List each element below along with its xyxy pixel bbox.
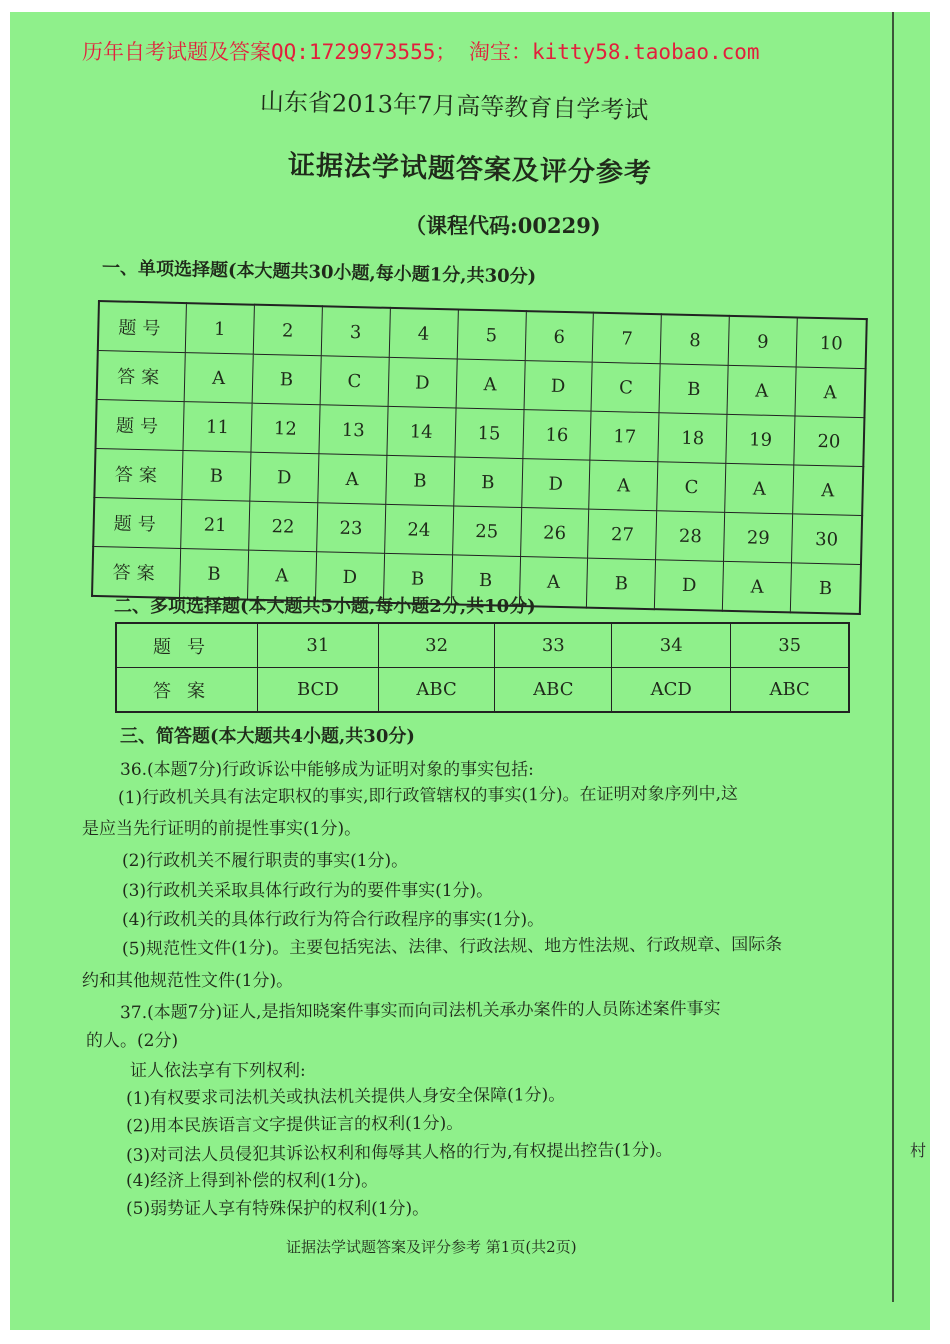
- question-number: 33: [495, 623, 612, 668]
- question-number: 18: [658, 413, 727, 464]
- answer-cell: ACD: [612, 668, 731, 713]
- multiple-choice-answer-table: [115, 622, 850, 713]
- answer-cell: A: [247, 550, 316, 601]
- answer-cell: ABC: [495, 668, 612, 713]
- question-number: 4: [389, 308, 458, 359]
- question-number: 34: [612, 623, 731, 668]
- question-number: 24: [384, 504, 453, 555]
- row-label-answer: 答案: [94, 448, 183, 499]
- answer-cell: A: [184, 353, 253, 404]
- question-number: 27: [588, 509, 657, 560]
- answer-line: (5)规范性文件(1分)。主要包括宪法、法律、行政法规、地方性法规、行政规章、国际条: [121, 934, 783, 960]
- answer-line: (2)用本民族语言文字提供证言的权利(1分)。: [125, 1113, 464, 1137]
- answer-cell: A: [727, 365, 796, 416]
- answer-cell: BCD: [258, 668, 379, 713]
- answer-cell: B: [659, 364, 728, 415]
- question-number: 28: [656, 511, 725, 562]
- question-number: 8: [660, 314, 729, 365]
- question-number: 20: [794, 416, 864, 467]
- answer-line: 37.(本题7分)证人,是指知晓案件事实而向司法机关承办案件的人员陈述案件事实: [119, 998, 721, 1024]
- question-number: 9: [728, 316, 797, 367]
- question-number: 31: [258, 623, 379, 668]
- answer-line: (3)行政机关采取具体行政行为的要件事实(1分)。: [122, 881, 494, 901]
- single-choice-answer-table: [91, 300, 868, 615]
- row-label-answer: 答案: [116, 668, 258, 713]
- answer-line: (4)经济上得到补偿的权利(1分)。: [126, 1171, 379, 1191]
- row-label-question: 题号: [96, 399, 185, 450]
- question-number: 16: [522, 410, 591, 461]
- answer-cell: A: [519, 557, 588, 608]
- question-number: 12: [251, 403, 320, 454]
- table-row: [116, 623, 849, 668]
- answer-cell: A: [723, 561, 792, 612]
- question-number: 26: [520, 508, 589, 559]
- document-title: 证据法学试题答案及评分参考: [287, 149, 653, 190]
- answer-cell: D: [388, 357, 457, 408]
- answer-line: 证人依法享有下列权利:: [130, 1061, 306, 1081]
- question-number: 30: [792, 514, 862, 565]
- question-number: 11: [183, 402, 252, 453]
- answer-cell: D: [250, 452, 319, 503]
- answer-cell: A: [725, 463, 794, 514]
- answer-cell: C: [591, 362, 660, 413]
- row-label-question: 题号: [116, 623, 258, 668]
- section2-heading: 二、多项选择题(本大题共5小题,每小题2分,共10分): [114, 596, 536, 617]
- answer-cell: A: [795, 367, 865, 418]
- answer-cell: A: [793, 465, 863, 516]
- question-number: 17: [590, 411, 659, 462]
- page-border-line: [892, 12, 894, 1302]
- question-number: 25: [452, 506, 521, 557]
- answer-line: (2)行政机关不履行职责的事实(1分)。: [122, 851, 409, 871]
- answer-cell: B: [182, 451, 251, 502]
- row-label-question: 题号: [93, 497, 182, 548]
- row-label-question: 题号: [98, 301, 187, 353]
- answer-cell: B: [587, 558, 656, 609]
- answer-cell: B: [252, 354, 321, 405]
- question-number: 35: [731, 623, 849, 668]
- answer-cell: ABC: [378, 668, 495, 713]
- answer-line: (3)对司法人员侵犯其诉讼权利和侮辱其人格的行为,有权提出控告(1分)。: [125, 1140, 673, 1166]
- row-label-answer: 答案: [92, 546, 181, 598]
- question-number: 21: [181, 500, 250, 551]
- answer-cell: ABC: [731, 668, 849, 713]
- row-label-answer: 答案: [97, 351, 186, 402]
- cut-off-character: 村: [910, 1141, 927, 1160]
- answer-cell: A: [589, 460, 658, 511]
- answer-line: (1)行政机关具有法定职权的事实,即行政管辖权的事实(1分)。在证明对象序列中,这: [117, 783, 739, 809]
- promo-banner: 历年自考试题及答案QQ:1729973555； 淘宝：kitty58.taobao.com: [82, 40, 760, 64]
- question-number: 5: [457, 309, 526, 360]
- page-footer: 证据法学试题答案及评分参考 第1页(共2页): [286, 1238, 577, 1256]
- answer-line: (1)有权要求司法机关或执法机关提供人身安全保障(1分)。: [125, 1085, 566, 1109]
- answer-line: 是应当先行证明的前提性事实(1分)。: [82, 819, 362, 839]
- question-number: 13: [319, 405, 388, 456]
- question-number: 19: [726, 414, 795, 465]
- question-number: 7: [593, 313, 662, 364]
- table-row: [116, 668, 849, 713]
- answer-cell: B: [451, 555, 520, 606]
- question-number: 15: [455, 408, 524, 459]
- answer-line: (5)弱势证人享有特殊保护的权利(1分)。: [126, 1199, 430, 1219]
- answer-cell: C: [320, 356, 389, 407]
- answer-line: 的人。(2分): [86, 1031, 179, 1051]
- answer-cell: D: [315, 552, 384, 603]
- answer-line: 36.(本题7分)行政诉讼中能够成为证明对象的事实包括:: [120, 760, 534, 780]
- answer-cell: B: [453, 457, 522, 508]
- question-number: 23: [316, 503, 385, 554]
- answer-cell: B: [383, 553, 452, 604]
- section1-heading: 一、单项选择题(本大题共30小题,每小题1分,共30分): [101, 257, 537, 288]
- question-number: 2: [253, 305, 322, 356]
- course-code: （课程代码:00229): [405, 213, 601, 238]
- scanned-page: [10, 12, 930, 1330]
- answer-cell: B: [790, 563, 860, 614]
- answer-cell: D: [521, 459, 590, 510]
- exam-header: 山东省2013年7月高等教育自学考试: [259, 87, 649, 125]
- question-number: 6: [525, 311, 594, 362]
- answer-cell: D: [524, 361, 593, 412]
- question-number: 1: [185, 303, 254, 354]
- answer-cell: B: [180, 549, 249, 600]
- question-number: 29: [724, 512, 793, 563]
- answer-cell: D: [655, 560, 724, 611]
- answer-line: (4)行政机关的具体行政行为符合行政程序的事实(1分)。: [122, 910, 545, 930]
- answer-line: 约和其他规范性文件(1分)。: [82, 971, 294, 991]
- answer-cell: B: [385, 455, 454, 506]
- answer-cell: C: [657, 462, 726, 513]
- question-number: 10: [796, 317, 866, 368]
- answer-cell: A: [318, 454, 387, 505]
- section3-heading: 三、简答题(本大题共4小题,共30分): [120, 726, 415, 747]
- answer-cell: A: [456, 359, 525, 410]
- question-number: 3: [321, 306, 390, 357]
- question-number: 32: [378, 623, 495, 668]
- question-number: 22: [249, 501, 318, 552]
- question-number: 14: [387, 406, 456, 457]
